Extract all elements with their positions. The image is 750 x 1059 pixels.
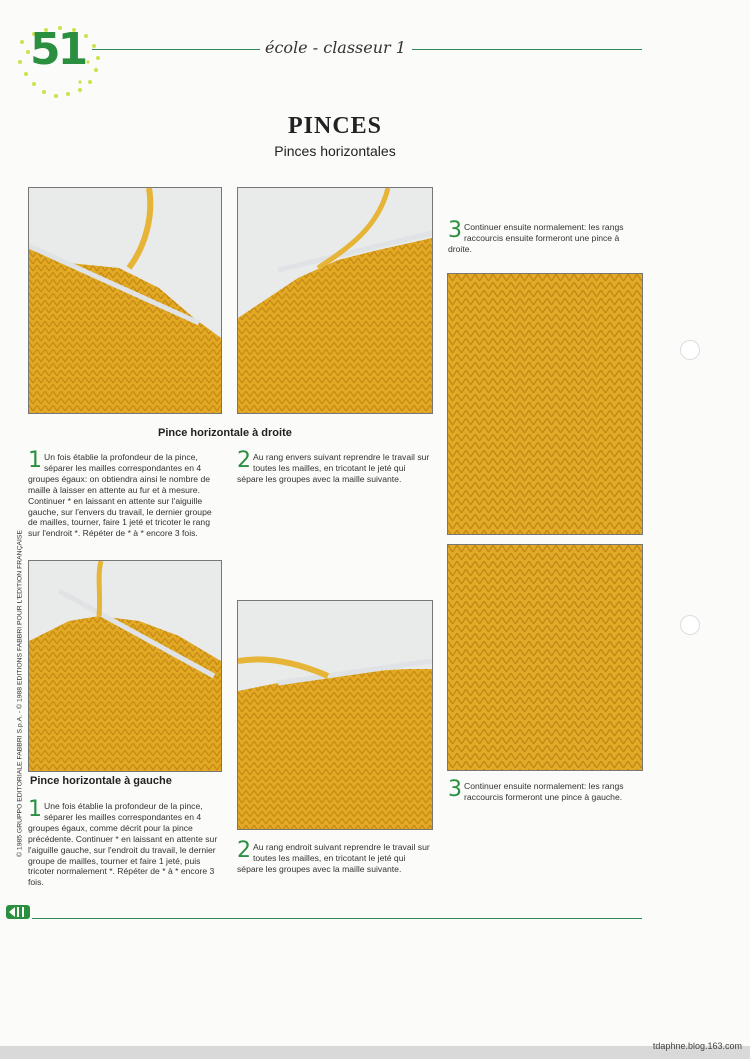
header-rule-right [412,49,642,50]
page-subtitle: Pinces horizontales [274,143,396,159]
left-step2 [237,838,433,875]
photo-right-step1 [28,187,222,414]
left-step1-text: Une fois établie la profondeur de la pince, séparer les mailles correspondantes en 4 groupes égaux, comme décrit pour la pince précédente. Continuer * en laissant en attente sur l'aiguille gauche, sur l'endroit du travail, le dernier groupe de mailles, tourner et faire 1 jeté, puis tricoter normalement *. Répéter de * à * encore 3 fois. [28,801,218,888]
right-step2 [237,448,433,485]
right-step1 [28,448,220,539]
left-step1-number: 1 [28,797,42,822]
caption-left-pinch: Pince horizontale à gauche [30,775,172,787]
right-step3-text: Continuer ensuite normalement: les rangs raccourcis ensuite formeront une pince à droite. [448,222,624,254]
right-step1-number: 1 [28,448,42,473]
right-step3-number: 3 [448,218,462,243]
scan-bottom-edge [0,1046,750,1059]
watermark: tdaphne.blog.163.com [652,1041,742,1051]
photo-left-result [447,544,643,771]
page-number: 51 [30,24,86,75]
binder-hole-bottom [680,615,700,635]
left-step2-number: 2 [237,838,251,863]
left-step1 [28,797,220,888]
binder-hole-top [680,340,700,360]
left-step3-number: 3 [448,777,462,802]
page-title: PINCES [287,113,383,139]
right-step2-number: 2 [237,448,251,473]
page-corner-icon [6,905,30,919]
section-label: école - classeur 1 [265,38,406,57]
footer-rule [32,918,642,919]
right-step1-text: Un fois établie la profondeur de la pince, séparer les mailles correspondantes en 4 groupes égaux: on obtiendra ainsi le nombre de maille à laisser en attente au fur et à mesure. Continuer * en laissant en attente sur l'aiguille gauche, sur l'envers du travail, le dernier groupe de mailles, tourner, faire 1 jeté et tricoter le rang sur l'endroit *. Répéter de * à * encore 3 fois. [28,452,212,539]
right-step2-text: Au rang envers suivant reprendre le travail sur toutes les mailles, en tricotant le jeté qui sépare les groupes avec la maille suivante. [237,452,430,484]
right-step3 [448,218,644,255]
caption-right-pinch: Pince horizontale à droite [158,427,292,439]
header-rule-left [92,49,260,50]
left-step3-text: Continuer ensuite normalement: les rangs raccourcis formeront une pince à gauche. [464,781,624,802]
left-step3 [448,777,644,803]
left-step2-text: Au rang endroit suivant reprendre le travail sur toutes les mailles, en tricotant le jeté qui sépare les groupes avec la maille suivante. [237,842,430,874]
photo-right-result [447,273,643,535]
photo-right-step2 [237,187,433,414]
photo-left-step2 [237,600,433,830]
photo-left-step1 [28,560,222,772]
copyright-vertical: © 1985 GRUPPO EDITORIALE FABBRI S.p.A. - © 1988 EDITIONS FABBRI POUR L'EDITION FRANÇAISE [16,530,24,857]
